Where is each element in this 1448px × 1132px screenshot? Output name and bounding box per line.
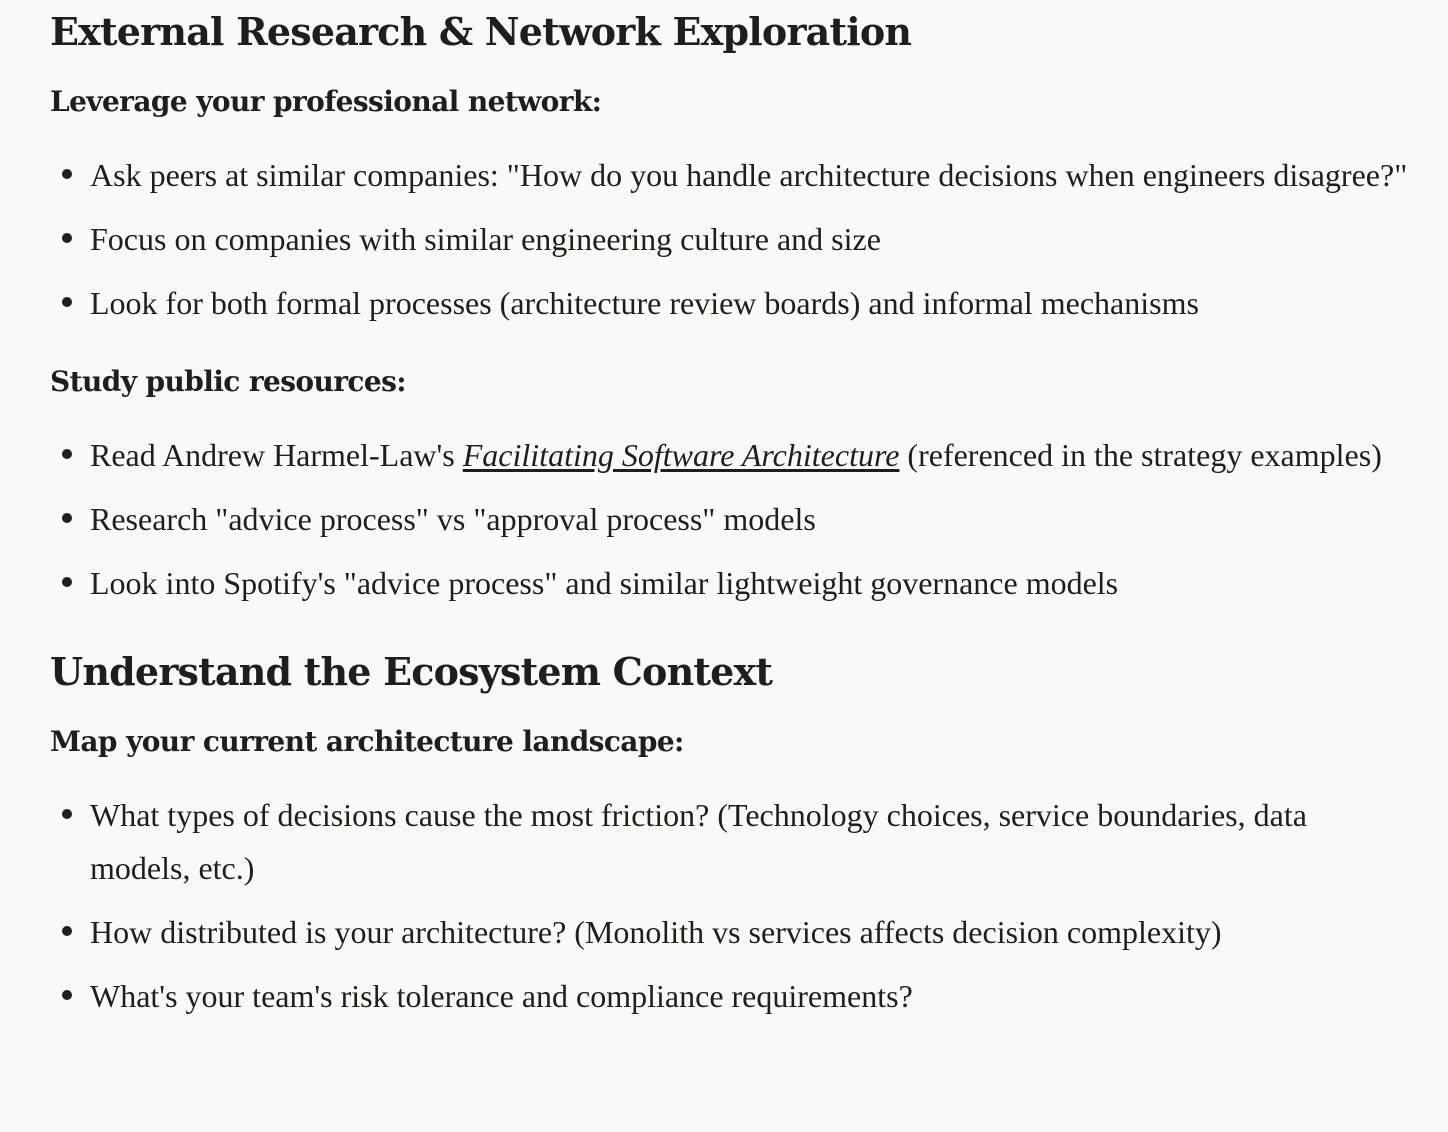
bullet-icon (62, 233, 72, 243)
bullet-icon (62, 449, 72, 459)
bullet-icon (62, 297, 72, 307)
list-item (50, 970, 1410, 1023)
list-item (50, 429, 1410, 482)
list-item-text: Look into Spotify's "advice process" and similar lightweight governance models (90, 565, 1119, 601)
bullet-icon (62, 926, 72, 936)
list-item-text: Research "advice process" vs "approval process" models (90, 501, 816, 537)
document-content (50, 0, 1410, 1023)
list-item (50, 213, 1410, 266)
section-heading-external-research: External Research & Network Exploration (50, 9, 912, 54)
list-item-text: Ask peers at similar companies: "How do you handle architecture decisions when engineers disagree?" (90, 157, 1408, 193)
bullet-icon (62, 577, 72, 587)
list-item (50, 493, 1410, 546)
subheading-architecture-landscape: Map your current architecture landscape: (50, 725, 684, 758)
list-item-text: Look for both formal processes (architecture review boards) and informal mechanisms (90, 285, 1199, 321)
section-heading-ecosystem-context: Understand the Ecosystem Context (50, 649, 773, 694)
list-item-text: What types of decisions cause the most friction? (Technology choices, service boundaries, data models, etc.) (90, 797, 1307, 886)
list-item-text: How distributed is your architecture? (Monolith vs services affects decision complexity) (90, 914, 1222, 950)
list-item-text: What's your team's risk tolerance and compliance requirements? (90, 978, 913, 1014)
list-item (50, 277, 1410, 330)
book-link-facilitating-software-architecture[interactable]: Facilitating Software Architecture (462, 437, 900, 473)
list-item (50, 557, 1410, 610)
bullet-icon (62, 990, 72, 1000)
bullet-icon (62, 809, 72, 819)
bullet-icon (62, 169, 72, 179)
subheading-public-resources: Study public resources: (50, 365, 406, 398)
list-item (50, 149, 1410, 202)
list-item (50, 906, 1410, 959)
list-professional-network (50, 149, 1410, 330)
list-item (50, 789, 1410, 895)
list-item-text-after: (referenced in the strategy examples) (899, 437, 1382, 473)
list-item-text-before: Read Andrew Harmel-Law's (90, 437, 463, 473)
list-public-resources (50, 429, 1410, 610)
subheading-professional-network: Leverage your professional network: (50, 85, 602, 118)
list-architecture-landscape (50, 789, 1410, 1023)
list-item-text: Focus on companies with similar engineering culture and size (90, 221, 881, 257)
bullet-icon (62, 513, 72, 523)
